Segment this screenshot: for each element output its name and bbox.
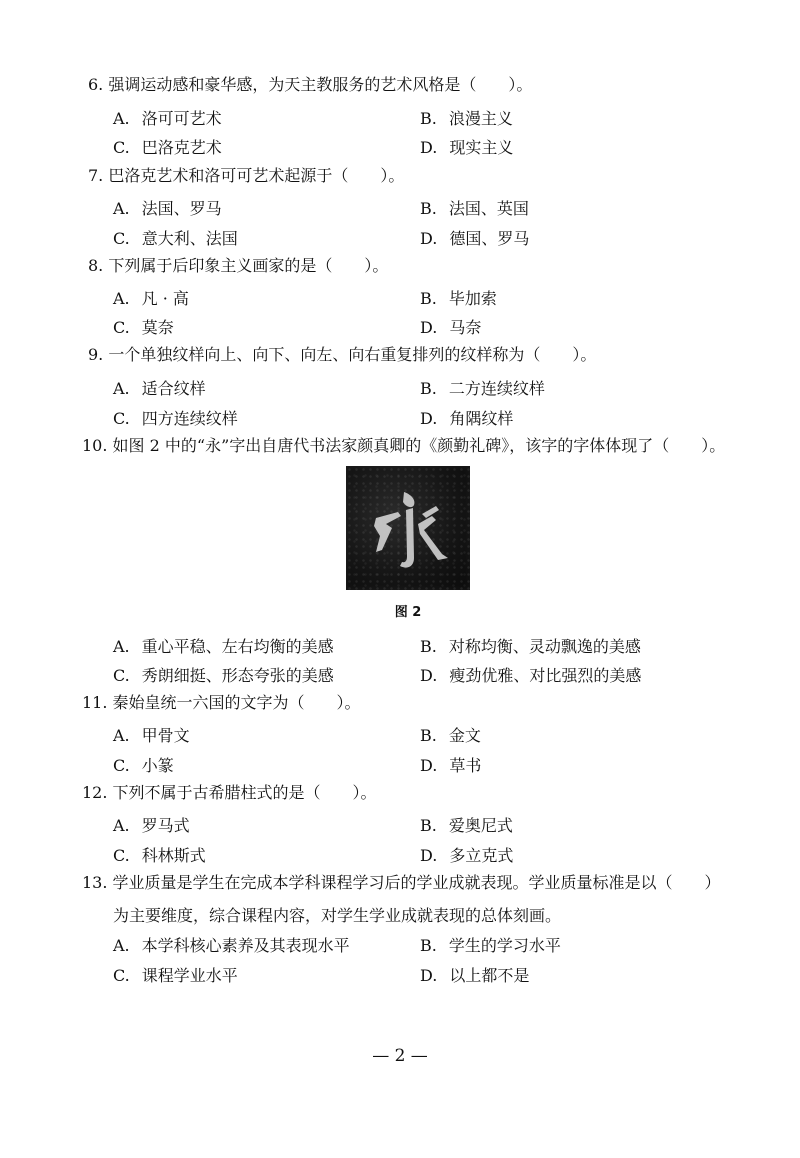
question-text: 巴洛克艺术和洛可可艺术起源于（ ）。 — [108, 166, 405, 185]
figure-caption: 图 2 — [394, 605, 422, 620]
option-8c: C. 莫奈 — [113, 318, 174, 337]
option-7a: A. 法国、罗马 — [113, 199, 222, 218]
option-8d: D. 马奈 — [420, 318, 482, 337]
calligraphy-figure — [346, 466, 470, 590]
page-number: — 2 — — [372, 1046, 428, 1066]
option-7d: D. 德国、罗马 — [420, 229, 530, 248]
option-6a: A. 洛可可艺术 — [113, 109, 222, 128]
option-13a: A. 本学科核心素养及其表现水平 — [113, 936, 350, 955]
option-12b: B. 爱奥尼式 — [420, 816, 513, 835]
question-13 — [82, 873, 742, 893]
question-text: 秦始皇统一六国的文字为（ ）。 — [112, 693, 361, 712]
question-number: 9. — [88, 345, 104, 364]
option-7b: B. 法国、英国 — [420, 199, 529, 218]
option-9b: B. 二方连续纹样 — [420, 379, 545, 398]
option-8b: B. 毕加索 — [420, 289, 497, 308]
question-text: 一个单独纹样向上、向下、向左、向右重复排列的纹样称为（ ）。 — [108, 345, 597, 364]
question-12 — [82, 783, 742, 803]
option-12d: D. 多立克式 — [420, 846, 514, 865]
question-number: 12. — [82, 783, 108, 802]
option-8a: A. 凡 · 高 — [113, 289, 189, 308]
question-number: 7. — [88, 166, 104, 185]
question-6 — [88, 75, 748, 95]
question-text: 下列属于后印象主义画家的是（ ）。 — [108, 256, 389, 275]
option-6d: D. 现实主义 — [420, 138, 514, 157]
question-text: 强调运动感和豪华感，为天主教服务的艺术风格是（ ）。 — [108, 75, 533, 94]
question-text: 下列不属于古希腊柱式的是（ ）。 — [112, 783, 377, 802]
yong-character-image — [346, 466, 470, 590]
question-13-continuation: 为主要维度，综合课程内容，对学生学业成就表现的总体刻画。 — [113, 906, 562, 925]
question-10 — [82, 436, 742, 456]
question-number: 8. — [88, 256, 104, 275]
option-10c: C. 秀朗细挺、形态夸张的美感 — [113, 666, 334, 685]
option-10b: B. 对称均衡、灵动飘逸的美感 — [420, 637, 641, 656]
option-12c: C. 科林斯式 — [113, 846, 206, 865]
option-7c: C. 意大利、法国 — [113, 229, 238, 248]
question-8 — [88, 256, 748, 276]
option-9d: D. 角隅纹样 — [420, 409, 514, 428]
option-11c: C. 小篆 — [113, 756, 174, 775]
option-11a: A. 甲骨文 — [113, 726, 190, 745]
question-text: 如图 2 中的“永”字出自唐代书法家颜真卿的《颜勤礼碑》，该字的字体体现了（ ）。 — [112, 436, 726, 455]
question-number: 13. — [82, 873, 108, 892]
question-text: 学业质量是学生在完成本学科课程学习后的学业成就表现。学业质量标准是以（ ） — [112, 873, 721, 892]
option-6b: B. 浪漫主义 — [420, 109, 513, 128]
option-13c: C. 课程学业水平 — [113, 966, 238, 985]
question-7 — [88, 166, 748, 186]
question-number: 6. — [88, 75, 104, 94]
option-10d: D. 瘦劲优雅、对比强烈的美感 — [420, 666, 642, 685]
question-11 — [82, 693, 742, 713]
question-number: 11. — [82, 693, 108, 712]
option-11b: B. 金文 — [420, 726, 481, 745]
option-9a: A. 适合纹样 — [113, 379, 206, 398]
option-9c: C. 四方连续纹样 — [113, 409, 238, 428]
option-10a: A. 重心平稳、左右均衡的美感 — [113, 637, 334, 656]
option-6c: C. 巴洛克艺术 — [113, 138, 222, 157]
option-11d: D. 草书 — [420, 756, 482, 775]
question-9 — [88, 345, 748, 365]
question-number: 10. — [82, 436, 108, 455]
option-13b: B. 学生的学习水平 — [420, 936, 561, 955]
option-12a: A. 罗马式 — [113, 816, 190, 835]
option-13d: D. 以上都不是 — [420, 966, 530, 985]
